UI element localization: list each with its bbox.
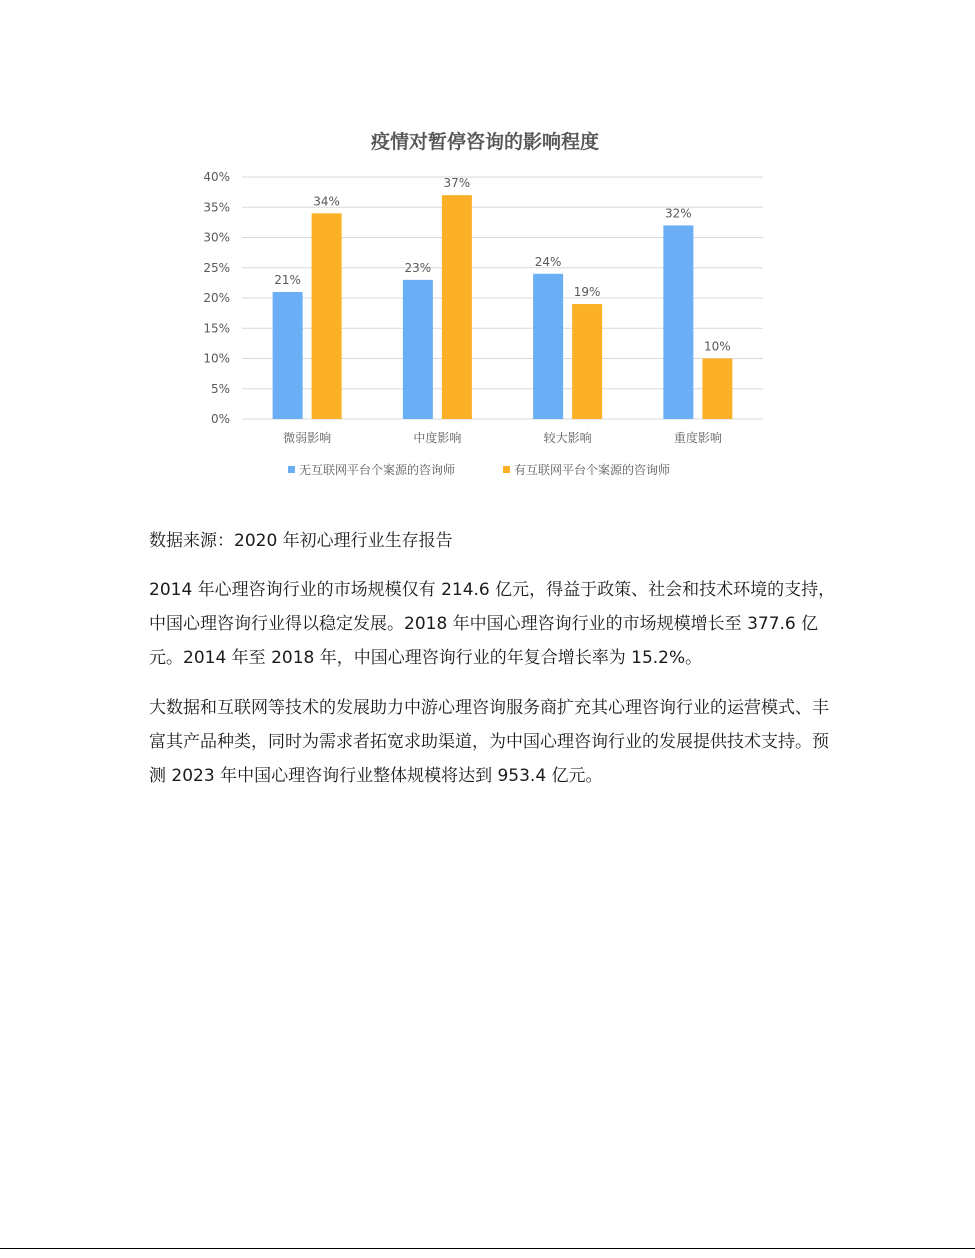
data-label: 37%	[443, 176, 471, 191]
data-label: 34%	[313, 194, 340, 209]
x-category-label: 重度影响	[673, 431, 722, 445]
y-tick-label: 0%	[210, 412, 230, 426]
paragraph-text: 大数据和互联网等技术的发展助力中游心理咨询服务商扩充其心理咨询行业的运营模式、丰富其产品种类，同时为需求者拓宽求助渠道，为中国心理咨询行业的发展提供技术支持。预测 2023 年中国心理咨询行业整体规模将达到 953.4 亿元。	[149, 698, 829, 786]
page-bottom-rule	[0, 1248, 975, 1249]
x-category-label: 中度影响	[413, 431, 462, 445]
bar	[533, 274, 563, 419]
bar	[663, 225, 693, 419]
legend-label: 有互联网平台个案源的咨询师	[514, 463, 671, 477]
x-category-label: 较大影响	[543, 431, 592, 445]
data-label: 32%	[665, 206, 692, 221]
source-line	[149, 524, 839, 558]
paragraph-technology	[149, 691, 839, 793]
y-tick-label: 40%	[203, 170, 230, 184]
legend-swatch	[503, 466, 510, 473]
y-tick-label: 35%	[203, 200, 230, 215]
y-tick-label: 25%	[203, 260, 230, 275]
bar-chart	[190, 122, 790, 492]
y-tick-label: 30%	[203, 230, 230, 245]
y-tick-label: 10%	[203, 351, 230, 366]
data-label: 10%	[704, 339, 731, 354]
data-label: 23%	[404, 260, 432, 275]
data-label: 21%	[274, 272, 301, 287]
bar	[273, 292, 303, 419]
paragraph-text: 2014 年心理咨询行业的市场规模仅有 214.6 亿元，得益于政策、社会和技术环境的支持，中国心理咨询行业得以稳定发展。2018 年中国心理咨询行业的市场规模增长至 377.6 亿元。2014 年至 2018 年，中国心理咨询行业的年复合增长率为 15.2%。	[149, 580, 836, 668]
x-category-label: 微弱影响	[283, 431, 332, 445]
paragraph-market-size	[149, 573, 839, 675]
data-label: 19%	[573, 285, 601, 300]
y-tick-label: 20%	[203, 291, 230, 305]
chart-title: 疫情对暂停咨询的影响程度	[370, 131, 600, 153]
bar	[442, 195, 472, 419]
bar	[702, 359, 732, 420]
legend-swatch	[288, 466, 295, 473]
legend-label: 无互联网平台个案源的咨询师	[299, 463, 456, 477]
chart	[190, 122, 790, 492]
y-tick-label: 15%	[203, 321, 230, 336]
bar	[312, 213, 342, 419]
bar	[403, 280, 433, 419]
data-label: 24%	[534, 254, 562, 269]
bar	[572, 304, 602, 419]
y-tick-label: 5%	[210, 381, 230, 396]
source-text: 数据来源：2020 年初心理行业生存报告	[149, 531, 453, 551]
